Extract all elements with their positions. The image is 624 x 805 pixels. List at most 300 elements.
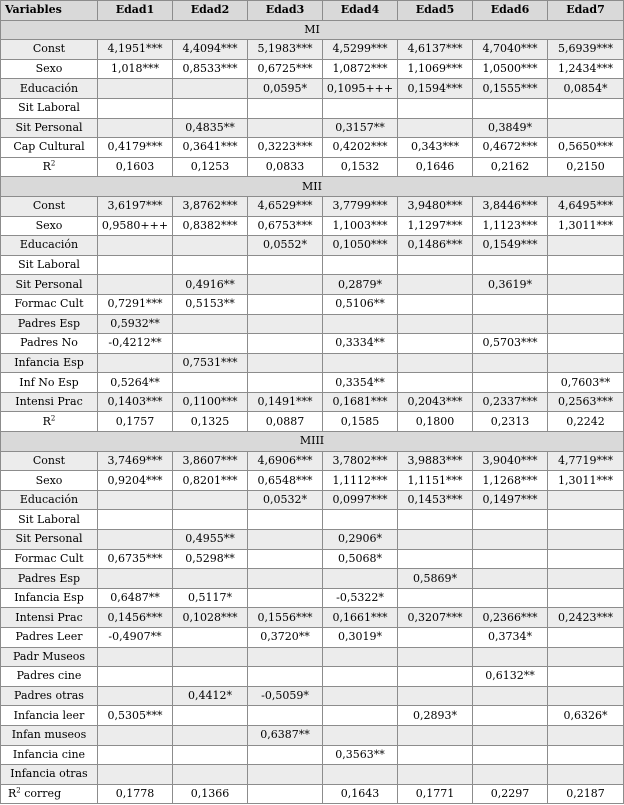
cell-edad7 [548,98,624,118]
cell-edad7 [548,725,624,745]
cell-edad6: 0,2337*** [473,392,548,412]
cell-edad4: 1,1003*** [323,216,398,236]
cell-edad5 [398,549,473,569]
variable-label [1,784,98,804]
cell-edad5 [398,118,473,138]
cell-edad4 [323,314,398,334]
cell-edad4: 0,1681*** [323,392,398,412]
cell-edad2 [173,79,248,99]
variable-name: Padr Museos [12,649,86,663]
table-row [1,628,624,648]
cell-edad4 [323,686,398,706]
cell-edad3: 0,0532* [248,490,323,510]
cell-edad2 [173,98,248,118]
table-row [1,334,624,354]
cell-edad2: 0,7531*** [173,353,248,373]
cell-edad3 [248,784,323,804]
cell-edad5: 1,1151*** [398,471,473,491]
cell-edad6: 0,2162 [473,157,548,177]
variable-name: Infancia Esp [14,355,84,369]
cell-edad5 [398,765,473,785]
cell-edad5: 1,1297*** [398,216,473,236]
variable-label [1,510,98,530]
cell-edad2: 0,3641*** [173,138,248,158]
variable-label [1,196,98,216]
variable-name: Const [32,199,66,213]
cell-edad5 [398,255,473,275]
cell-edad1: 3,6197*** [98,196,173,216]
cell-edad4 [323,647,398,667]
cell-edad7: 5,6939*** [548,40,624,60]
cell-edad6: 0,1549*** [473,236,548,256]
cell-edad2: 0,4835** [173,118,248,138]
cell-edad6 [473,255,548,275]
cell-edad4: 3,7802*** [323,451,398,471]
cell-edad6: 0,2313 [473,412,548,432]
variable-name: Padres Esp [17,571,81,585]
cell-edad1 [98,79,173,99]
cell-edad1: 0,5264** [98,373,173,393]
cell-edad6: 1,1268*** [473,471,548,491]
cell-edad5 [398,334,473,354]
cell-edad6 [473,588,548,608]
cell-edad2: 0,8201*** [173,471,248,491]
section-header-miii [1,432,624,452]
cell-edad3 [248,765,323,785]
variable-label [1,314,98,334]
cell-edad2: 3,8607*** [173,451,248,471]
cell-edad6: 0,6132** [473,667,548,687]
section-header-mi [1,20,624,40]
table-row [1,686,624,706]
cell-edad5: 0,343*** [398,138,473,158]
cell-edad2 [173,490,248,510]
cell-edad6: 0,1555*** [473,79,548,99]
table-row [1,765,624,785]
cell-edad6: 1,1123*** [473,216,548,236]
cell-edad6: 0,3849* [473,118,548,138]
cell-edad5 [398,667,473,687]
table-row [1,725,624,745]
cell-edad5 [398,510,473,530]
variable-label [1,392,98,412]
cell-edad1: 0,6735*** [98,549,173,569]
column-header-edad3: Edad3 [248,1,323,21]
table-row [1,451,624,471]
cell-edad4: -0,5322* [323,588,398,608]
table-row [1,79,624,99]
cell-edad2 [173,745,248,765]
variable-label [1,725,98,745]
cell-edad4 [323,510,398,530]
variable-name: R [42,414,51,428]
table-row [1,236,624,256]
cell-edad4: 1,1112*** [323,471,398,491]
cell-edad2 [173,236,248,256]
cell-edad2: 0,4955** [173,530,248,550]
cell-edad2 [173,373,248,393]
variable-label [1,490,98,510]
cell-edad1 [98,725,173,745]
cell-edad2 [173,334,248,354]
cell-edad6: 4,7040*** [473,40,548,60]
cell-edad1 [98,686,173,706]
variable-label [1,686,98,706]
cell-edad6: 0,5703*** [473,334,548,354]
column-header-edad2: Edad2 [173,1,248,21]
cell-edad1 [98,530,173,550]
cell-edad4 [323,98,398,118]
table-row [1,569,624,589]
cell-edad4: 0,3334** [323,334,398,354]
cell-edad7 [548,118,624,138]
cell-edad3 [248,353,323,373]
cell-edad7 [548,588,624,608]
variable-name: Padres otras [14,689,84,703]
variable-label [1,79,98,99]
variable-name: Sexo [35,62,63,76]
cell-edad2 [173,569,248,589]
variable-name: Sit Laboral [18,512,80,526]
cell-edad6 [473,647,548,667]
table-row [1,353,624,373]
cell-edad7 [548,236,624,256]
cell-edad7 [548,275,624,295]
cell-edad1 [98,647,173,667]
table-row [1,138,624,158]
cell-edad5 [398,530,473,550]
variable-label [1,706,98,726]
variable-name: Educación [19,238,79,252]
table-row [1,40,624,60]
cell-edad5: 0,1771 [398,784,473,804]
cell-edad1 [98,765,173,785]
variable-name: Sit Personal [15,277,83,291]
cell-edad3 [248,118,323,138]
cell-edad1 [98,275,173,295]
cell-edad5: 0,3207*** [398,608,473,628]
variable-name: Infancia otras [10,767,88,781]
table-row [1,98,624,118]
cell-edad4: 3,7799*** [323,196,398,216]
cell-edad3 [248,294,323,314]
cell-edad3 [248,314,323,334]
cell-edad7: 4,6495*** [548,196,624,216]
table-row [1,530,624,550]
cell-edad1 [98,745,173,765]
variable-name: Sexo [35,473,63,487]
table-row [1,608,624,628]
cell-edad5 [398,725,473,745]
cell-edad7: 1,3011*** [548,471,624,491]
cell-edad7 [548,490,624,510]
cell-edad7 [548,647,624,667]
cell-edad7 [548,667,624,687]
cell-edad7 [548,765,624,785]
variable-name: Padres No [20,336,78,350]
cell-edad5: 1,1069*** [398,59,473,79]
cell-edad6: 0,2366*** [473,608,548,628]
variable-label [1,530,98,550]
cell-edad5 [398,588,473,608]
cell-edad7: 0,7603** [548,373,624,393]
cell-edad4: 0,3563** [323,745,398,765]
variable-name: Educación [19,493,79,507]
cell-edad6: 1,0500*** [473,59,548,79]
cell-edad6 [473,373,548,393]
cell-edad6 [473,530,548,550]
cell-edad5: 0,1800 [398,412,473,432]
cell-edad7 [548,314,624,334]
variable-label [1,216,98,236]
column-header-edad6: Edad6 [473,1,548,21]
variable-label [1,471,98,491]
variable-name: Formac Cult [14,551,84,565]
variable-label [1,373,98,393]
cell-edad6: 0,3734* [473,628,548,648]
table-row [1,275,624,295]
cell-edad1 [98,569,173,589]
cell-edad3: 4,6529*** [248,196,323,216]
variable-label [1,549,98,569]
cell-edad3 [248,373,323,393]
cell-edad4: 0,2879* [323,275,398,295]
cell-edad1: 0,1603 [98,157,173,177]
variable-label [1,275,98,295]
cell-edad7: 0,2242 [548,412,624,432]
variable-label [1,98,98,118]
superscript: 2 [16,786,21,795]
variable-name: R [8,787,17,801]
cell-edad3 [248,706,323,726]
variable-name: Sit Personal [15,532,83,546]
cell-edad4: 0,1532 [323,157,398,177]
cell-edad7: 1,3011*** [548,216,624,236]
variable-label [1,608,98,628]
cell-edad3: 0,1556*** [248,608,323,628]
cell-edad7 [548,353,624,373]
variable-name: Infan museos [11,728,87,742]
cell-edad2: 0,1100*** [173,392,248,412]
column-header-edad1: Edad1 [98,1,173,21]
cell-edad7: 0,6326* [548,706,624,726]
cell-edad1: 0,1403*** [98,392,173,412]
cell-edad1 [98,353,173,373]
variable-label [1,451,98,471]
cell-edad1: 1,018*** [98,59,173,79]
cell-edad6 [473,549,548,569]
cell-edad6: 3,8446*** [473,196,548,216]
cell-edad3: 0,0595* [248,79,323,99]
cell-edad1: 3,7469*** [98,451,173,471]
cell-edad6 [473,569,548,589]
cell-edad5 [398,314,473,334]
cell-edad4 [323,255,398,275]
variable-label [1,255,98,275]
cell-edad1: 0,1456*** [98,608,173,628]
cell-edad7 [548,294,624,314]
cell-edad4: 1,0872*** [323,59,398,79]
cell-edad6: 0,2297 [473,784,548,804]
cell-edad7 [548,569,624,589]
variable-label [1,59,98,79]
variable-label [1,138,98,158]
cell-edad2: 3,8762*** [173,196,248,216]
cell-edad3 [248,510,323,530]
label-suffix: correg [20,787,62,801]
table-row [1,216,624,236]
cell-edad1 [98,490,173,510]
cell-edad4: 0,1585 [323,412,398,432]
cell-edad5 [398,373,473,393]
cell-edad4: 0,3157** [323,118,398,138]
cell-edad2: 4,4094*** [173,40,248,60]
variable-label [1,588,98,608]
variable-label [1,765,98,785]
cell-edad2 [173,510,248,530]
variable-name: Sit Laboral [18,258,80,272]
cell-edad2: 0,4916** [173,275,248,295]
cell-edad2: 0,5117* [173,588,248,608]
table-row [1,118,624,138]
cell-edad7: 0,0854* [548,79,624,99]
table-row [1,196,624,216]
variable-label [1,628,98,648]
table-row [1,392,624,412]
cell-edad6: 0,4672*** [473,138,548,158]
column-header-edad7: Edad7 [548,1,624,21]
cell-edad4: 0,1050*** [323,236,398,256]
cell-edad3: 0,3223*** [248,138,323,158]
cell-edad4: 0,3354** [323,373,398,393]
cell-edad3 [248,667,323,687]
variable-label [1,236,98,256]
cell-edad5: 0,1453*** [398,490,473,510]
cell-edad3 [248,745,323,765]
cell-edad3 [248,569,323,589]
cell-edad3: 5,1983*** [248,40,323,60]
cell-edad4: 0,2906* [323,530,398,550]
table-row [1,647,624,667]
variable-name: Cap Cultural [13,140,85,154]
cell-edad5: 0,1486*** [398,236,473,256]
cell-edad5 [398,98,473,118]
cell-edad6 [473,725,548,745]
cell-edad5 [398,745,473,765]
cell-edad7: 0,2563*** [548,392,624,412]
cell-edad7: 0,2187 [548,784,624,804]
cell-edad4: 0,5068* [323,549,398,569]
variable-label [1,647,98,667]
cell-edad4: 0,0997*** [323,490,398,510]
cell-edad2 [173,706,248,726]
cell-edad5 [398,647,473,667]
cell-edad3: 0,0833 [248,157,323,177]
cell-edad4 [323,765,398,785]
section-header-mii [1,177,624,197]
cell-edad1: 0,1778 [98,784,173,804]
cell-edad7 [548,628,624,648]
cell-edad3: 0,6753*** [248,216,323,236]
cell-edad6 [473,765,548,785]
r-squared-row [1,157,624,177]
cell-edad6 [473,314,548,334]
cell-edad6 [473,98,548,118]
cell-edad6 [473,510,548,530]
cell-edad2 [173,725,248,745]
cell-edad3: 0,6387** [248,725,323,745]
cell-edad6 [473,294,548,314]
cell-edad1: 4,1951*** [98,40,173,60]
variable-label [1,40,98,60]
table-row [1,588,624,608]
column-header-variables: Variables [1,1,98,21]
variable-label [1,334,98,354]
table-body [1,20,624,804]
cell-edad1 [98,98,173,118]
variable-label [1,667,98,687]
cell-edad3 [248,588,323,608]
cell-edad4 [323,353,398,373]
cell-edad2: 0,5298** [173,549,248,569]
cell-edad5 [398,628,473,648]
cell-edad3 [248,275,323,295]
table-row [1,59,624,79]
header-row [1,1,624,21]
cell-edad7: 0,2423*** [548,608,624,628]
cell-edad7 [548,510,624,530]
cell-edad5: 0,1646 [398,157,473,177]
cell-edad3: 0,3720** [248,628,323,648]
cell-edad1 [98,236,173,256]
variable-label [1,353,98,373]
cell-edad5: 4,6137*** [398,40,473,60]
r-squared-row [1,784,624,804]
section-title: MI [1,20,624,40]
cell-edad3 [248,530,323,550]
section-title: MIII [1,432,624,452]
cell-edad1 [98,667,173,687]
cell-edad1: 0,5305*** [98,706,173,726]
table-row [1,667,624,687]
variable-label [1,745,98,765]
cell-edad5: 0,2043*** [398,392,473,412]
variable-name: Padres cine [16,669,82,683]
cell-edad4: 4,5299*** [323,40,398,60]
column-header-edad5: Edad5 [398,1,473,21]
variable-name: Sexo [35,218,63,232]
cell-edad7: 0,2150 [548,157,624,177]
cell-edad1: 0,9580+++ [98,216,173,236]
cell-edad4: 0,1095+++ [323,79,398,99]
cell-edad7: 0,5650*** [548,138,624,158]
cell-edad3: -0,5059* [248,686,323,706]
cell-edad7 [548,530,624,550]
r-squared-row [1,412,624,432]
cell-edad6 [473,353,548,373]
cell-edad4 [323,725,398,745]
cell-edad2: 0,8382*** [173,216,248,236]
cell-edad6 [473,706,548,726]
cell-edad6: 3,9040*** [473,451,548,471]
table-row [1,745,624,765]
cell-edad6 [473,745,548,765]
cell-edad1: 0,6487** [98,588,173,608]
cell-edad6: 0,3619* [473,275,548,295]
cell-edad2: 0,5153** [173,294,248,314]
cell-edad1: 0,5932** [98,314,173,334]
cell-edad4: 0,1643 [323,784,398,804]
